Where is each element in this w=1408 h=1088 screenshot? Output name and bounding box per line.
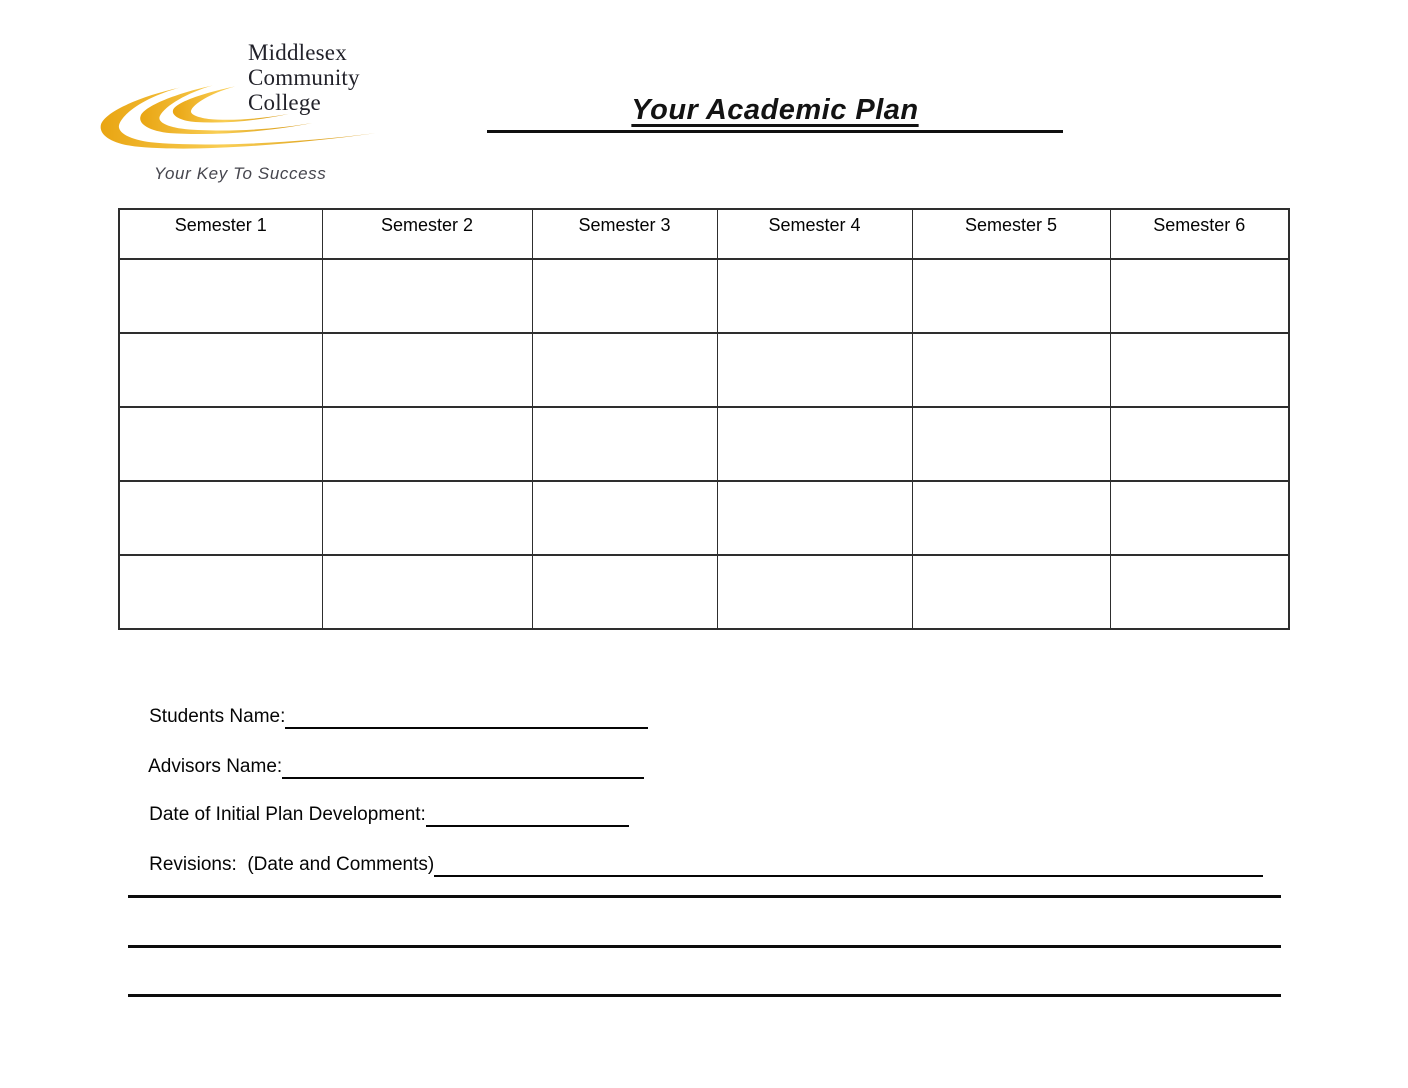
table-cell [322, 481, 532, 555]
table-cell [322, 407, 532, 481]
column-header: Semester 6 [1110, 209, 1289, 259]
table-cell [532, 259, 717, 333]
students-name-blank-line [285, 707, 648, 729]
title-underline-band [487, 94, 1063, 133]
initial-plan-date-blank-line [426, 805, 629, 827]
students-name-label: Students Name: [149, 706, 286, 727]
college-name-line: College [248, 90, 321, 115]
table-cell [119, 259, 322, 333]
table-row [119, 259, 1289, 333]
table-row [119, 555, 1289, 629]
table-cell [532, 407, 717, 481]
table-cell [532, 333, 717, 407]
table-cell [717, 555, 912, 629]
table-row [119, 407, 1289, 481]
note-line [128, 895, 1281, 898]
note-line [128, 945, 1281, 948]
column-header: Semester 2 [322, 209, 532, 259]
table-cell [1110, 555, 1289, 629]
college-name-line: Community [248, 65, 360, 90]
college-name-line: Middlesex [248, 40, 347, 65]
initial-plan-date-label: Date of Initial Plan Development: [149, 804, 426, 825]
table-cell [1110, 481, 1289, 555]
advisors-name-field [128, 731, 644, 777]
table-cell [532, 555, 717, 629]
table-cell [1110, 407, 1289, 481]
table-cell [119, 407, 322, 481]
revisions-label: Revisions: (Date and Comments) [149, 854, 435, 875]
advisors-name-label: Advisors Name: [148, 756, 283, 777]
table-cell [717, 333, 912, 407]
table-cell [532, 481, 717, 555]
table-cell [322, 555, 532, 629]
table-cell [912, 259, 1110, 333]
students-name-field [128, 681, 648, 727]
table-cell [912, 407, 1110, 481]
page-title: Your Academic Plan [631, 94, 919, 126]
table-cell [1110, 333, 1289, 407]
table-cell [322, 259, 532, 333]
column-header: Semester 4 [717, 209, 912, 259]
table-cell [119, 481, 322, 555]
table-cell [912, 555, 1110, 629]
academic-plan-table [118, 208, 1290, 630]
table-row [119, 333, 1289, 407]
table-header-row [119, 209, 1289, 259]
table-cell [912, 481, 1110, 555]
column-header: Semester 5 [912, 209, 1110, 259]
column-header: Semester 1 [119, 209, 322, 259]
table-cell [717, 481, 912, 555]
table-cell [119, 555, 322, 629]
initial-plan-date-field [128, 779, 629, 825]
table-cell [717, 407, 912, 481]
college-tagline: Your Key To Success [154, 164, 327, 183]
revisions-blank-line [434, 855, 1263, 877]
table-row [119, 481, 1289, 555]
revisions-field [128, 829, 1263, 875]
column-header: Semester 3 [532, 209, 717, 259]
table-cell [717, 259, 912, 333]
table-cell [912, 333, 1110, 407]
note-line [128, 994, 1281, 997]
table-cell [119, 333, 322, 407]
advisors-name-blank-line [282, 757, 644, 779]
table-cell [1110, 259, 1289, 333]
table-cell [322, 333, 532, 407]
college-name [248, 40, 360, 115]
